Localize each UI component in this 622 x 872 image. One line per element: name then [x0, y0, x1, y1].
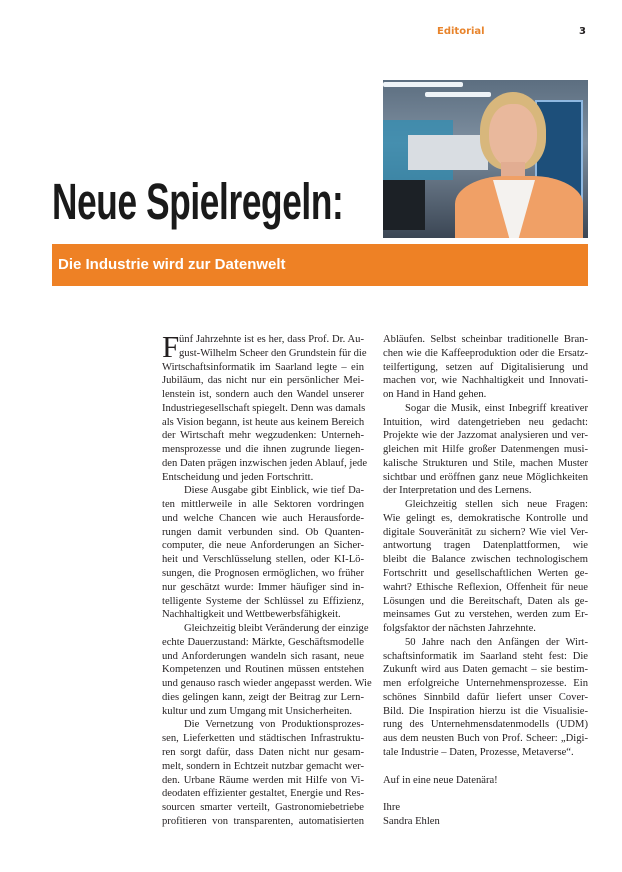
page-number: 3 [579, 26, 586, 37]
author-name: Sandra Ehlen [383, 815, 440, 827]
text-line: deodaten effizienter gestaltet, Energie und Res- [162, 788, 364, 800]
text-line: Nachhaltigkeit und Wettbewerbsfähigkeit. [162, 609, 341, 621]
text-line: Kompetenzen und Routinen müssen entstehen [162, 664, 364, 676]
spacer [383, 787, 588, 801]
text-line: digitale Souveränität zu sichern? Wie viel Ver- [383, 526, 588, 538]
text-line: mensprozesse und die ihnen zugrunde liegen- [162, 444, 364, 456]
subtitle-band [52, 244, 588, 286]
paragraph [162, 484, 364, 622]
text-line: Intuition, wird datengetrieben neu gedacht: [383, 416, 588, 428]
text-line: dies gelingen kann, zeigt der Beitrag zur Lern- [162, 691, 364, 703]
text-line: Bild. Die Inspiration hierzu ist die Visualisie- [383, 705, 588, 717]
text-line: der Wirtschaft mehr wegzudenken: Unterneh- [162, 430, 364, 442]
paragraph [383, 498, 588, 636]
text-line: sen, Lieferketten und städtischen Infrastruktu- [162, 733, 364, 745]
text-line: chen wie die Kaffeeproduktion oder die Ersatz- [383, 347, 588, 359]
text-line: echte Dauerzustand: Märkte, Geschäftsmodelle [162, 636, 364, 648]
text-line: Die Vernetzung von Produktionsprozes- [184, 719, 364, 731]
paragraph [162, 329, 368, 484]
paragraph [162, 622, 372, 718]
text-line: on Hand in Hand gehen. [383, 389, 487, 401]
text-line: telligente Systeme der Schlüssel zu Effizienz, [162, 595, 364, 607]
text-line: Industriegesellschaft spiegelt. Denn was damals [162, 402, 366, 414]
text-line: und Anforderungen wandeln sich rasant, neue [162, 650, 364, 662]
paragraph [383, 402, 588, 498]
text-line: den. Urbane Räume werden mit Hilfe von Vi- [162, 774, 364, 786]
text-line: ünf Jahrzehnte ist es her, dass Prof. Dr. Au- [179, 334, 364, 345]
text-line: tale Industrie – Daten, Prozesse, Metaverse“. [383, 746, 574, 758]
paragraph [162, 718, 364, 828]
text-line: und genauso rasch wieder angepasst werden. Wie [162, 678, 372, 690]
text-line: Zukunft wird aus Daten gemacht – sie bestim- [383, 664, 588, 676]
text-line: den Daten prägen inzwischen jeden Ablauf, jede [162, 457, 368, 469]
closing-line: Auf in eine neue Datenära! [383, 774, 498, 786]
text-line: gust-Wilhelm Scheer den Grundstein für die [179, 347, 367, 359]
text-line: und welche Chancen wie auch Herausforde- [162, 512, 364, 524]
text-line: profitieren von transparenten, automatisierten [162, 815, 364, 827]
text-line: Lösungen und die Bereitschaft, Daten als ge- [383, 595, 588, 607]
text-line: melt, sondern in Echtzeit nutzbar gemacht wer- [162, 760, 364, 772]
text-line: Entscheidung und jeden Fortschritt. [162, 471, 314, 483]
text-line: nur geschätzt wurde: Immer häufiger sind in- [162, 581, 364, 593]
text-line: gleichen mit Hilfe großer Datenmengen musi- [383, 444, 588, 456]
text-line: rung des Unternehmensdatenmodells (UDM) [383, 719, 588, 731]
text-line: Fortschritt und gesellschaftlichen Werten ge- [383, 568, 588, 580]
text-line: Gleichzeitig stellen sich neue Fragen: [405, 499, 588, 511]
paragraph [383, 636, 588, 760]
text-line: bleibt die Balance zwischen technologischem [383, 554, 588, 566]
text-line: lenstein ist, sondern auch den Wandel unserer [162, 389, 364, 401]
drop-cap: F [162, 329, 180, 364]
text-line: ren sorgt dafür, dass Daten nicht nur gesam- [162, 746, 364, 758]
text-line: Wie gelingt es, demokratische Kontrolle und [383, 512, 588, 524]
text-line: Abläufen. Selbst scheinbar traditionelle Bran- [383, 334, 588, 345]
text-line: antwortung tragen Datenplattformen, wie [383, 540, 588, 552]
text-line: men erfolgreiche Unternehmensprozesse. Ein [383, 678, 588, 690]
text-line: kalische Strukturen und Stile, machen Muster [383, 457, 588, 469]
paragraph [383, 333, 588, 402]
subtitle: Die Industrie wird zur Datenwelt [58, 256, 286, 273]
text-line: machen vor, wie Nachhaltigkeit und Innovati- [383, 375, 588, 387]
text-line: aus dem neusten Buch von Prof. Scheer: „Digi- [383, 733, 588, 745]
text-line: computer, die neue Anforderungen an Sicher- [162, 540, 364, 552]
text-line: kultur und zum Umgang mit Unsicherheiten. [162, 705, 353, 717]
text-line: heit und Verschlüsselung stellen, oder KI-Lö- [162, 554, 364, 566]
text-line: sichtbar und eröffnen ganz neue Möglichkeiten [383, 471, 588, 483]
text-line: Wirtschaftsinformatik im Saarland legte – ein [162, 361, 364, 373]
author-photo [383, 80, 588, 238]
text-line: ten mittlerweile in alle Sektoren vordringen [162, 499, 364, 511]
article-column-1 [162, 329, 372, 829]
spacer [383, 760, 588, 774]
signoff: Ihre [383, 802, 401, 814]
text-line: Jubiläum, das nicht nur ein persönlicher Mei- [162, 375, 364, 387]
text-line: schönes Sinnbild dafür liefert unser Cover- [383, 691, 588, 703]
text-line: sungen, die Prognosen ermöglichen, wo früher [162, 568, 364, 580]
text-line: folgsfaktor der nächsten Jahrzehnte. [383, 623, 536, 635]
section-label: Editorial [437, 26, 485, 37]
text-line: sourcen smarter verteilt, Gastronomiebetriebe [162, 802, 364, 814]
text-line: Sogar die Musik, einst Inbegriff kreativer [405, 402, 588, 414]
text-line: der Interpretation und des Lernens. [383, 485, 532, 497]
page-title: Neue Spielregeln: [52, 173, 344, 230]
text-line: als Vision begann, ist heute aus keinem Bereich [162, 416, 365, 428]
text-line: schaftsinformatik im Saarland steht fest: Die [383, 650, 588, 662]
text-line: 50 Jahre nach den Anfängen der Wirt- [405, 636, 588, 648]
article-column-2 [383, 333, 588, 829]
text-line: teilfertigung, setzen auf Digitalisierung und [383, 361, 588, 373]
text-line: meinsames Gut zu verstehen, werden zum Er- [383, 609, 588, 621]
text-line: wahrt? Ethische Reflexion, Offenheit für neue [383, 581, 588, 593]
text-line: Gleichzeitig bleibt Veränderung der einzige [184, 623, 369, 635]
text-line: Projekte wie der Jazzomat analysieren und ver- [383, 430, 588, 442]
text-line: rungen damit verbunden sind. Ob Quanten- [162, 526, 364, 538]
text-line: Diese Ausgabe gibt Einblick, wie tief Da- [184, 485, 364, 497]
